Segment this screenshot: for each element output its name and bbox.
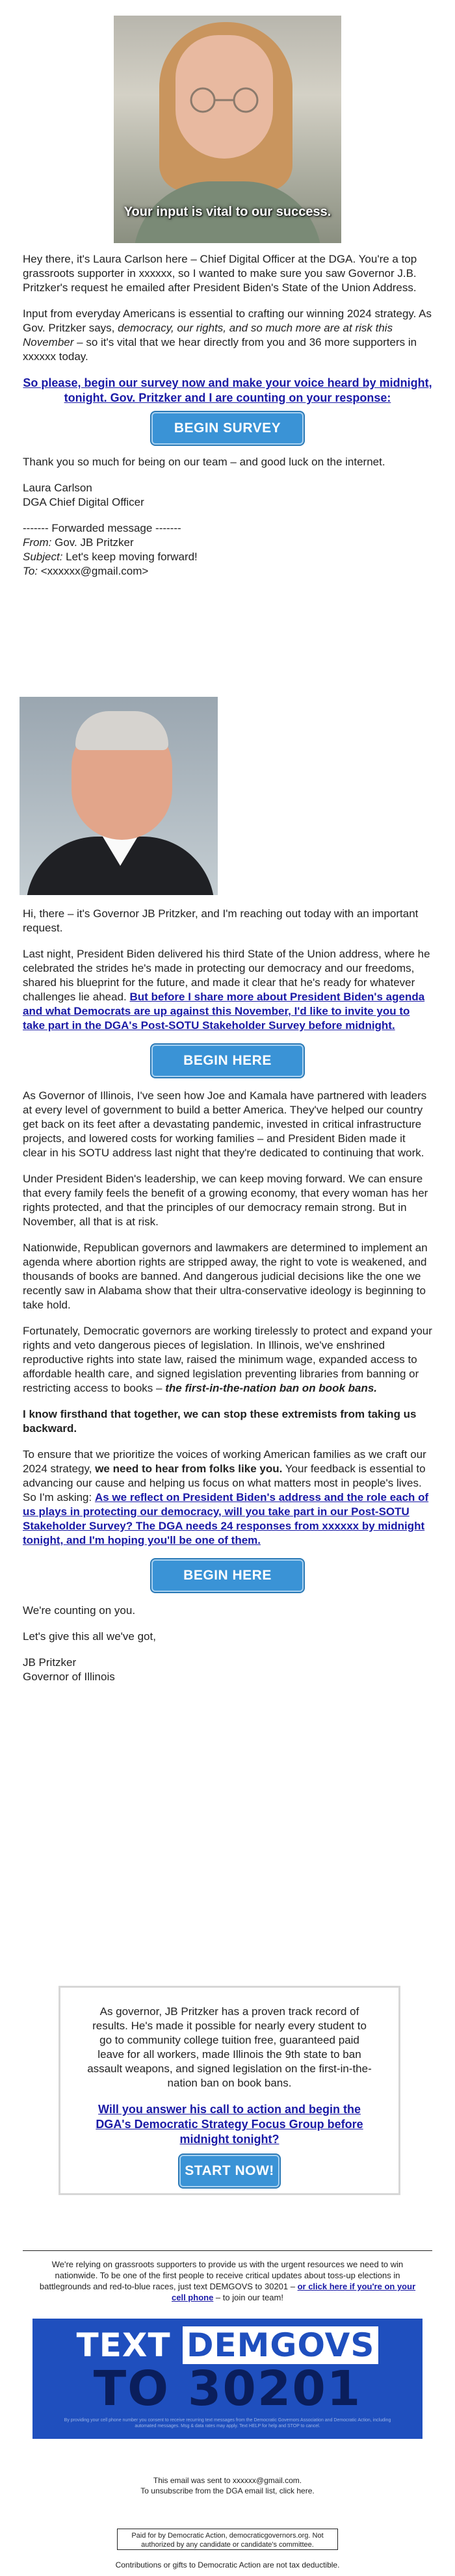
text-demgovs-banner[interactable] (32, 2319, 422, 2439)
portrait-hair (75, 711, 168, 750)
focus-group-link[interactable]: Will you answer his call to action and begin the DGA's Democratic Strategy Focus Group before midnight tonight? (96, 2103, 363, 2146)
letter-section (23, 907, 432, 1696)
intro-survey-link[interactable]: So please, begin our survey now and make your voice heard by midnight, tonight. Gov. Pritzker and I are counting on your response: (23, 376, 432, 404)
letter-sig-name: JB Pritzker (23, 1656, 77, 1669)
contrib-block (23, 2560, 432, 2570)
letter-signature (23, 1656, 432, 1684)
letter-paragraph-7: I know firsthand that together, we can stop these extremists from taking us backward. (23, 1408, 417, 1435)
banner-line-2: TO 30201 (93, 2361, 362, 2417)
hero-caption: Your input is vital to our success. (124, 205, 332, 219)
banner-fine-print: By providing your cell phone number you consent to receive recurring text messages from the Democratic Governors Association and Democratic Action, including automated messages. Msg & data rates may apply. Text HELP for help and STOP to cancel. (64, 2418, 391, 2428)
to-label: To: (23, 565, 38, 577)
paid-for-disclaimer: Paid for by Democratic Action, democraticgovernors.org. Not authorized by any candidate or candidate's committee. (117, 2529, 338, 2550)
letter-paragraph-9: We're counting on you. (23, 1604, 136, 1617)
footer-text (39, 2259, 416, 2315)
begin-here-button-2[interactable]: BEGIN HERE (151, 1559, 304, 1592)
intro-sig-name: Laura Carlson (23, 482, 92, 494)
letter-paragraph-5: Nationwide, Republican governors and lawmakers are determined to implement an agenda where abortion rights are stripped away, the right to vote is weakened, and thousands of books are banned. And dangerous judicial decisions like the one we recently saw in Alabama show that their ultra-conservative ideology is beginning to take hold. (23, 1242, 428, 1311)
stakeholder-survey-link[interactable]: But before I share more about President Biden's agenda and what Democrats are up against this November, I'd like to invite you to take part in the DGA's Post-SOTU Stakeholder Survey before midnight. (23, 991, 425, 1032)
forwarded-header: ------- Forwarded message ------- (23, 522, 181, 534)
begin-here-button-1[interactable]: BEGIN HERE (151, 1045, 304, 1077)
intro-paragraph-3: Thank you so much for being on our team – and good luck on the internet. (23, 456, 385, 468)
intro-paragraph-1: Hey there, it's Laura Carlson here – Chief Digital Officer at the DGA. You're a top grassroots supporter in xxxxxx, so I wanted to make sure you saw Governor J.B. Pritzker's request he emailed after President Biden's State of the Union Address. (23, 253, 417, 294)
banner-keyword: DEMGOVS (183, 2326, 378, 2364)
letter-sig-title: Governor of Illinois (23, 1671, 115, 1683)
to-value: <xxxxxx@gmail.com> (38, 565, 149, 577)
letter-p8-text: To ensure that we prioritize the voices of working American families as we craft our 2024 strategy, (23, 1448, 426, 1475)
intro-sig-title: DGA Chief Digital Officer (23, 496, 144, 508)
intro-paragraph-2 (23, 307, 432, 364)
intro-p2-text-end: – so it's vital that we hear directly from you and 36 more supporters in xxxxxx today. (23, 336, 417, 363)
unsubscribe-link[interactable]: To unsubscribe from the DGA email list, click here. (140, 2486, 315, 2495)
sms-signup-body: We're relying on grassroots supporters to provide us with the urgent resources we need to win nationwide. To be one of the first people to receive critical updates about toss-up elections in battlegrounds and red-to-blue races, just text DEMGOVS to 30201 – (39, 2259, 404, 2291)
sent-to-text: This email was sent to xxxxxx@gmail.com. (153, 2476, 302, 2485)
contributions-disclaimer: Contributions or gifts to Democratic Action are not tax deductible. (115, 2560, 340, 2569)
post-sotu-survey-link[interactable]: As we reflect on President Biden's address and the role each of us plays in protecting our democracy, will you take part in our Post-SOTU Stakeholder Survey? The DGA needs 24 responses from xxxxxx by midnight tonight, and I'm hoping you'll be one of them. (23, 1491, 429, 1546)
letter-p8-bold: we need to hear from folks like you. (95, 1463, 283, 1475)
letter-paragraph-2 (23, 947, 432, 1033)
intro-p2-emphasis: democracy, our rights, and so much more are at risk this November (23, 322, 393, 348)
sms-signup-end: – to join our team! (213, 2293, 283, 2302)
start-now-button[interactable]: START NOW! (179, 2155, 280, 2187)
subject-label: Subject: (23, 551, 63, 563)
sms-signup-text (39, 2259, 416, 2303)
letter-paragraph-6 (23, 1324, 432, 1396)
unsubscribe-block (23, 2475, 432, 2496)
subject-value: Let's keep moving forward! (62, 551, 198, 563)
footer-divider (23, 2250, 432, 2251)
callout-box (58, 1986, 400, 2195)
intro-section (23, 252, 432, 590)
letter-paragraph-8 (23, 1448, 432, 1548)
letter-p6-emphasis: the first-in-the-nation ban on book bans. (165, 1382, 378, 1394)
letter-p8-text-2: Your feedback is essential to advancing our cause and helping us focus on what matters most in people's lives. So I'm asking: (23, 1463, 426, 1503)
from-label: From: (23, 536, 52, 549)
letter-paragraph-10: Let's give this all we've got, (23, 1630, 156, 1643)
intro-p2-text: Input from everyday Americans is essential to crafting our winning 2024 strategy. As Gov. Pritzker says, (23, 307, 432, 334)
letter-p2-text: Last night, President Biden delivered his third State of the Union address, where he celebrated the strides he's made in protecting our democracy and our freedoms, shared his blueprint for the future, and made it clear that he's ready for whatever challenges lie ahead. (23, 948, 430, 1003)
begin-survey-button[interactable]: BEGIN SURVEY (151, 412, 304, 445)
letter-paragraph-1: Hi, there – it's Governor JB Pritzker, and I'm reaching out today with an important request. (23, 907, 419, 934)
hero-image (114, 16, 341, 243)
intro-signature (23, 481, 432, 510)
pritzker-portrait (20, 697, 218, 895)
glasses-icon (182, 87, 266, 113)
letter-paragraph-3: As Governor of Illinois, I've seen how Joe and Kamala have partnered with leaders at every level of government to build a better America. They've helped our country get back on its feet after a devastating pandemic, invested in critical infrastructure projects, and lowered costs for working families – and President Biden made it clear in his SOTU address last night that they're dedicated to continuing that work. (23, 1089, 427, 1159)
from-value: Gov. JB Pritzker (51, 536, 134, 549)
letter-p6-text: Fortunately, Democratic governors are working tirelessly to protect and expand your rights and veto dangerous pieces of legislation. In Illinois, we've enshrined reproductive rights into state law, raised the minimum wage, expanded access to affordable health care, and signed legislation preventing libraries from banning or restricting access to books – (23, 1325, 432, 1394)
cell-phone-link[interactable]: or click here if you're on your cell phone (172, 2282, 416, 2302)
banner-line-1 (32, 2326, 422, 2364)
banner-text-word: TEXT (76, 2326, 171, 2364)
callout-text: As governor, JB Pritzker has a proven track record of results. He's made it possible for nearly every student to go to community college tuition free, guaranteed paid leave for all workers, made Illinois the 9th state to ban assault weapons, and signed legislation on the first-in-the-nation ban on book bans. (87, 2005, 372, 2089)
letter-paragraph-4: Under President Biden's leadership, we can keep moving forward. We can ensure that every family feels the benefit of a growing economy, that every woman has her rights protected, and that the principles of our democracy remain strong. But in November, all that is at risk. (23, 1173, 428, 1228)
forwarded-header-block (23, 521, 432, 579)
